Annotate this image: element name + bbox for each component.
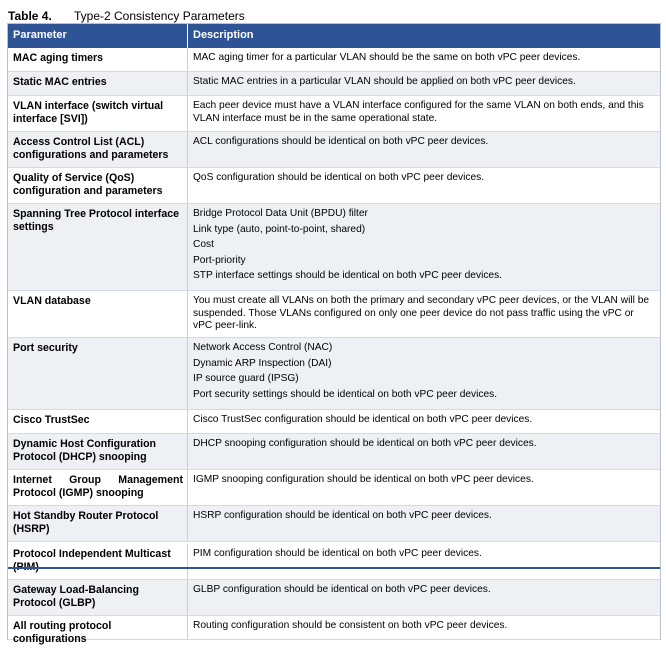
description-cell — [193, 414, 655, 430]
column-divider — [187, 506, 188, 541]
table-row — [8, 410, 660, 434]
description-line: GLBP configuration should be identical on both vPC peer devices. — [193, 584, 491, 595]
column-divider — [187, 72, 188, 95]
description-line: Routing configuration should be consistent on both vPC peer devices. — [193, 620, 508, 631]
parameter-cell: Access Control List (ACL) configurations and parameters — [13, 136, 169, 161]
description-cell — [193, 172, 655, 188]
description-cell — [193, 76, 655, 92]
column-divider — [187, 338, 188, 409]
description-cell — [193, 295, 655, 336]
description-line: Dynamic ARP Inspection (DAI) — [193, 357, 332, 369]
description-cell — [193, 438, 655, 454]
table-title: Type-2 Consistency Parameters — [74, 9, 245, 23]
table-row — [8, 470, 660, 506]
table-number: Table 4. — [8, 9, 52, 23]
description-line: Link type (auto, point-to-point, shared) — [193, 223, 366, 235]
parameter-cell: Quality of Service (QoS) configuration and parameters — [13, 172, 163, 197]
description-line: MAC aging timer for a particular VLAN should be the same on both vPC peer devices. — [193, 52, 581, 63]
description-cell — [193, 100, 655, 128]
column-divider — [187, 410, 188, 433]
table-row — [8, 72, 660, 96]
header-description: Description — [193, 29, 254, 41]
description-line: IGMP snooping configuration should be identical on both vPC peer devices. — [193, 474, 534, 485]
table-row — [8, 204, 660, 291]
description-line: Network Access Control (NAC) — [193, 342, 333, 353]
consistency-table — [7, 23, 661, 645]
header-divider — [187, 24, 188, 48]
description-line: Port-priority — [193, 254, 246, 266]
description-cell — [193, 474, 655, 490]
column-divider — [187, 434, 188, 469]
parameter-cell: Port security — [13, 342, 78, 354]
column-divider — [187, 96, 188, 131]
description-cell — [193, 620, 655, 636]
parameter-cell: VLAN database — [13, 295, 91, 307]
parameter-cell: Dynamic Host Configuration Protocol (DHCP) snooping — [13, 438, 157, 463]
parameter-cell: Protocol Independent Multicast — [13, 548, 171, 560]
column-divider — [187, 132, 188, 167]
column-divider — [187, 544, 188, 579]
description-cell — [193, 136, 655, 152]
description-cell — [193, 584, 655, 600]
table-row — [8, 580, 660, 616]
table-row — [8, 434, 660, 470]
column-divider — [187, 168, 188, 203]
table-row — [8, 544, 660, 580]
description-line: HSRP configuration should be identical on both vPC peer devices. — [193, 510, 492, 521]
table-row — [8, 132, 660, 168]
table-row — [8, 616, 660, 645]
table-row — [8, 506, 660, 542]
table-row — [8, 96, 660, 132]
description-line: Cost — [193, 239, 214, 251]
parameter-cell: Static MAC entries — [13, 76, 107, 88]
table-row — [8, 168, 660, 204]
description-line: Port security settings should be identical on both vPC peer devices. — [193, 388, 498, 400]
section-separator — [8, 567, 660, 569]
description-line: Each peer device must have a VLAN interface configured for the same VLAN on both ends, and this VLAN interface must be in the same operational state. — [193, 100, 644, 124]
table-row — [8, 338, 660, 410]
description-line: IP source guard (IPSG) — [193, 373, 299, 385]
description-line: QoS configuration should be identical on both vPC peer devices. — [193, 172, 485, 183]
description-line: ACL configurations should be identical on both vPC peer devices. — [193, 136, 489, 147]
description-cell — [193, 510, 655, 526]
description-line: Cisco TrustSec configuration should be identical on both vPC peer devices. — [193, 414, 533, 425]
parameter-cell: Internet Group Management Protocol (IGMP) snooping — [13, 474, 183, 499]
description-line: DHCP snooping configuration should be identical on both vPC peer devices. — [193, 438, 537, 449]
header-parameter: Parameter — [13, 29, 67, 41]
parameter-cell: Cisco TrustSec — [13, 414, 90, 426]
column-divider — [187, 470, 188, 505]
parameter-cell: All routing protocol configurations — [13, 620, 112, 645]
column-divider — [187, 616, 188, 639]
table-caption — [8, 8, 245, 24]
description-cell — [193, 52, 655, 68]
description-line: You must create all VLANs on both the primary and secondary vPC peer devices, or the VLAN will be suspended. Those VLANs configured on only one peer device do not pass traffic using the vPC or vPC peer-link. — [193, 295, 650, 331]
parameter-cell: Hot Standby Router Protocol (HSRP) — [13, 510, 159, 535]
description-line: Static MAC entries in a particular VLAN should be applied on both vPC peer devices. — [193, 76, 576, 87]
table-row — [8, 291, 660, 338]
description-cell — [193, 342, 655, 404]
description-line: STP interface settings should be identical on both vPC peer devices. — [193, 270, 503, 282]
parameter-cell: MAC aging timers — [13, 52, 104, 64]
parameter-cell: Gateway Load-Balancing Protocol (GLBP) — [13, 584, 139, 609]
column-divider — [187, 204, 188, 290]
table-row — [8, 48, 660, 72]
column-divider — [187, 580, 188, 615]
table-header — [8, 24, 660, 48]
column-divider — [187, 48, 188, 71]
column-divider — [187, 291, 188, 337]
parameter-cell: Spanning Tree Protocol interface settings — [13, 208, 180, 233]
parameter-cell: VLAN interface (switch virtual interface [SVI]) — [13, 100, 164, 125]
description-line: PIM configuration should be identical on both vPC peer devices. — [193, 548, 482, 559]
description-cell — [193, 548, 655, 564]
description-line: Bridge Protocol Data Unit (BPDU) filter — [193, 208, 368, 219]
description-cell — [193, 208, 655, 286]
